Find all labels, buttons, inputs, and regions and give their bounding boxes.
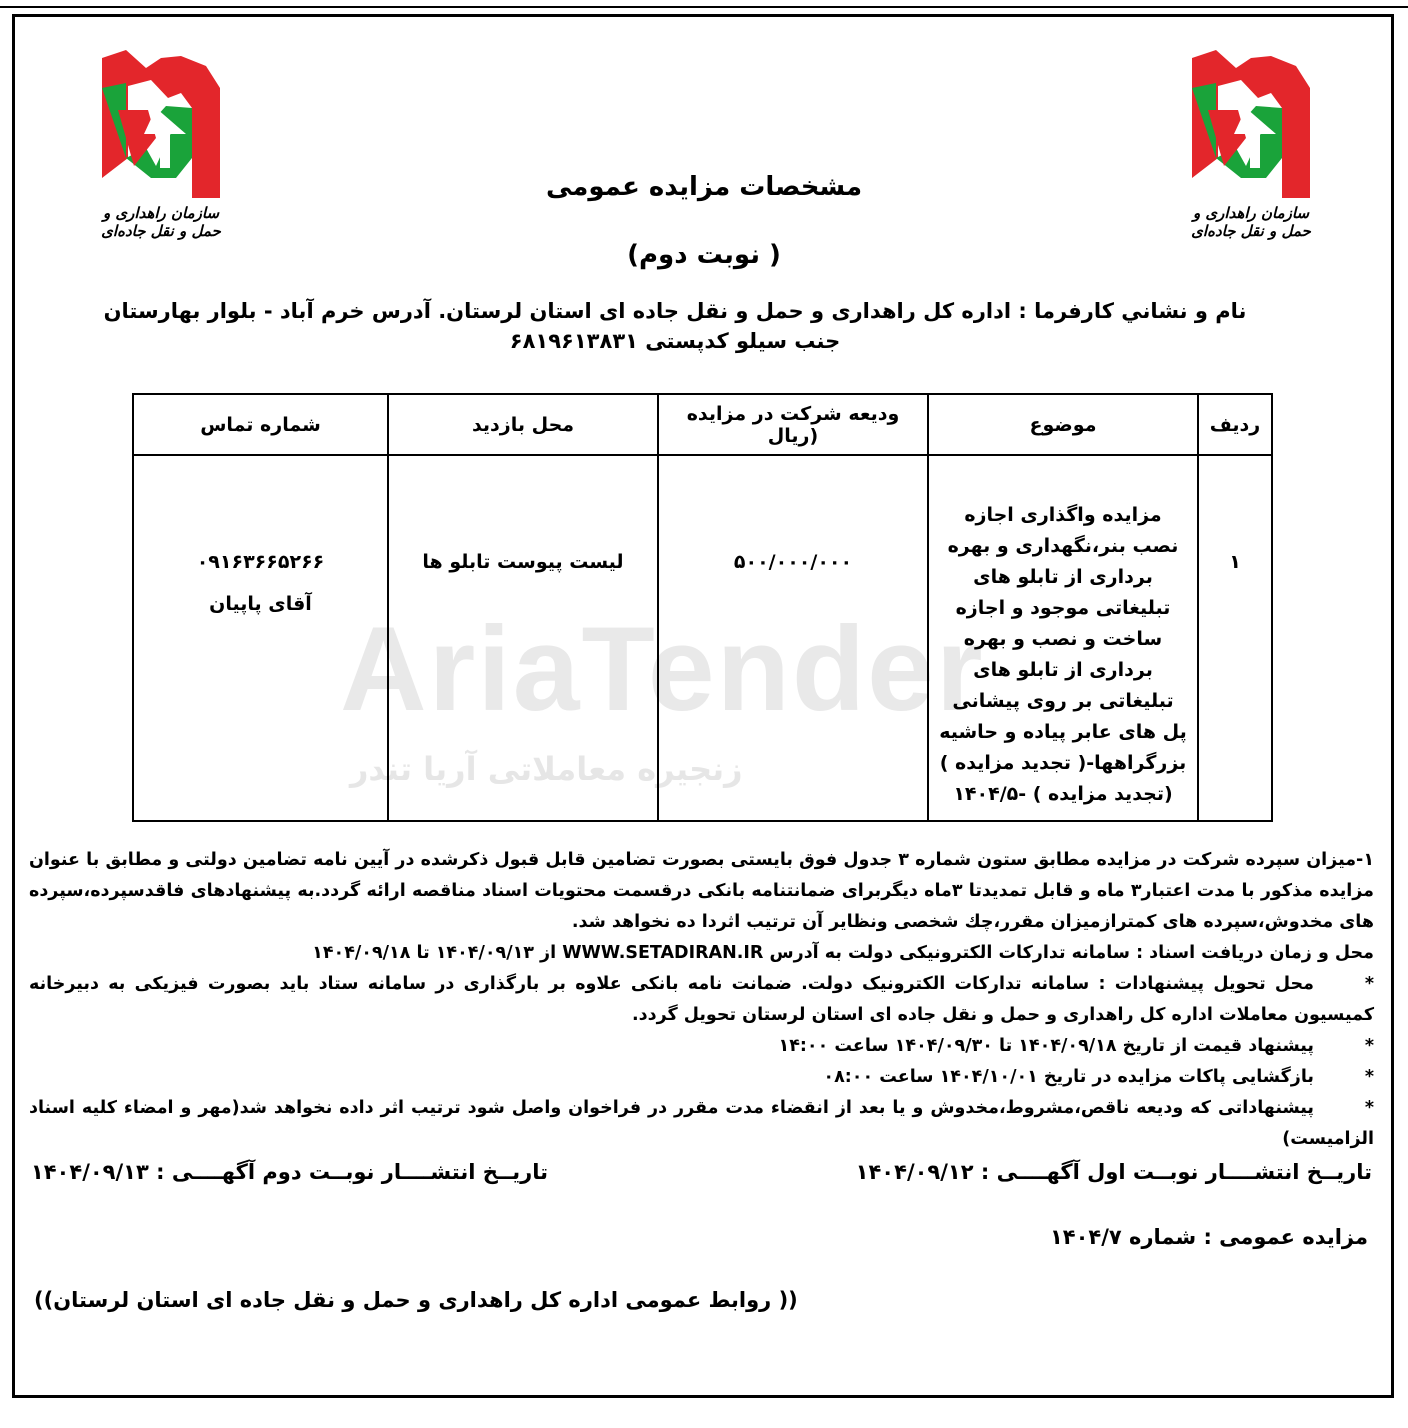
note-bullet: *محل تحویل پیشنهادات : سامانه تدارکات الکترونیک دولت. ضمانت نامه بانکی علاوه بر بارگذاری در سامانه ستاد باید بصورت فیزیکی به دبیرخانه کمیسیون معاملات اداره کل راهداری و حمل و نقل جاده ای استان لرستان تحویل گردد. [29, 974, 1374, 1025]
watermark: AriaTender [340, 602, 985, 736]
note-bullet: *بازگشایی پاکات مزایده در تاریخ ۱۴۰۴/۱۰/۰۱ ساعت ۰۸:۰۰ [823, 1067, 1374, 1087]
document-title: مشخصات مزایده عمومی [545, 172, 863, 202]
cell-contact [133, 455, 388, 821]
header-deposit: ودیعه شرکت در مزایده (ریال [658, 394, 928, 455]
header-visit-location: محل بازدید [388, 394, 658, 455]
note-documents: محل و زمان دریافت اسناد : سامانه تدارکات الکترونیکی دولت به آدرس WWW.SETADIRAN.IR از ۱۴۰۴/۰۹/۱۳ تا ۱۴۰۴/۰۹/۱۸ [312, 943, 1374, 963]
header-index: ردیف [1198, 394, 1272, 455]
notes-section [29, 845, 1374, 1155]
top-rule [0, 0, 1408, 8]
cell-visit-location: لیست پیوست تابلو ها [388, 455, 658, 821]
employer-info: نام و نشاني كارفرما : اداره کل راهداری و حمل و نقل جاده ای استان لرستان. آدرس خرم آباد - بلوار بهارستان جنب سیلو کدپستی ۶۸۱۹۶۱۳۸۳۱ [103, 299, 1247, 353]
logo-right: سازمان راهداری و حمل و نقل جاده‌ای [1186, 48, 1316, 240]
contact-phone: ۰۹۱۶۳۶۶۵۲۶۶ [196, 551, 325, 573]
footer-public-relations: (( روابط عمومی اداره کل راهداری و حمل و نقل جاده ای استان لرستان)) [34, 1288, 798, 1312]
table-row [133, 455, 1272, 821]
first-publish-date: تاریــخ انتشــــار نوبــت اول آگهــــی : ۱۴۰۴/۰۹/۱۲ [855, 1160, 1372, 1184]
watermark-tagline: زنجیره معاملاتی آریا تندر [350, 750, 743, 788]
header-phone: شماره تماس [133, 394, 388, 455]
note-bullet: *پیشنهاد قیمت از تاریخ ۱۴۰۴/۰۹/۱۸ تا ۱۴۰۴/۰۹/۳۰ ساعت ۱۴:۰۰ [778, 1036, 1374, 1056]
table-header-row [133, 394, 1272, 455]
second-publish-date: تاریــخ انتشــــار نوبــت دوم آگهــــی : ۱۴۰۴/۰۹/۱۳ [30, 1160, 548, 1184]
auction-number: مزایده عمومی : شماره ۱۴۰۴/۷ [1049, 1225, 1368, 1249]
cell-index: ۱ [1198, 455, 1272, 821]
document-subtitle: ( نوبت دوم) [627, 240, 781, 270]
note-bullet: *پیشنهاداتی که ودیعه ناقص،مشروط،مخدوش و یا بعد از انقضاء مدت مقرر در فراخوان واصل شود ترتیب اثر داده نخواهد شد(مهر و امضاء کلیه اسناد الزامیست) [29, 1098, 1374, 1149]
note-deposit: ۱-میزان سپرده شرکت در مزایده مطابق ستون شماره ۳ جدول فوق بایستی بصورت تضامین قابل قبول ذکرشده در آیین نامه تضامین دولتی و مطابق با عنوان مزایده مذکور با مدت اعتبار۳ ماه و قابل تمدیدتا ۳ماه دیگربرای ضمانتنامه بانکی درقسمت محتویات اسناد مناقصه ارائه گردد.به پیشنهادهای فاقدسپرده،سپرده های مخدوش،سپرده های کمترازمیزان مقرر،چك شخصی ونظایر آن ترتیب اثردا ده نخواهد شد. [29, 850, 1375, 932]
header-subject: موضوع [928, 394, 1198, 455]
auction-table [132, 393, 1273, 822]
cell-deposit: ۵۰۰/۰۰۰/۰۰۰ [658, 455, 928, 821]
contact-name: آقای پاپیان [209, 593, 312, 615]
logo-left: سازمان راهداری و حمل و نقل جاده‌ای [96, 48, 226, 240]
cell-subject: مزایده واگذاری اجازه نصب بنر،نگهداری و بهره برداری از تابلو های تبلیغاتی موجود و اجازه ساخت و نصب و بهره برداری از تابلو های تبلیغاتی بر روی پیشانی پل های عابر پیاده و حاشیه بزرگراهها-( تجدید مزایده ) (تجدید مزایده ) -۱۴۰۴/۵ [928, 455, 1198, 821]
